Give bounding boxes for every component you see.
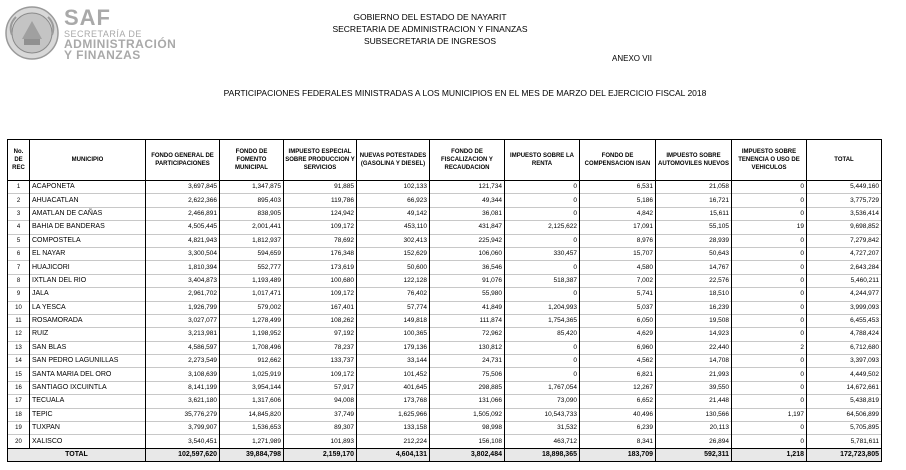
amount-cell: 21,058 [656, 181, 732, 194]
amount-cell: 0 [732, 247, 807, 260]
amount-cell: 78,237 [284, 341, 357, 354]
amount-cell: 91,076 [430, 274, 505, 287]
amount-cell: 75,506 [430, 368, 505, 381]
amount-cell: 49,344 [430, 194, 505, 207]
amount-cell: 298,885 [430, 381, 505, 394]
amount-cell: 0 [732, 314, 807, 327]
municipio-cell: AHUACATLAN [30, 194, 146, 207]
amount-cell: 179,136 [357, 341, 430, 354]
amount-cell: 2,273,549 [146, 355, 220, 368]
row-number: 4 [8, 221, 30, 234]
amount-cell: 18,510 [656, 288, 732, 301]
amount-cell: 20,113 [656, 422, 732, 435]
amount-cell: 78,692 [284, 234, 357, 247]
amount-cell: 0 [732, 274, 807, 287]
amount-cell: 401,645 [357, 381, 430, 394]
row-number: 17 [8, 395, 30, 408]
municipio-cell: SANTA MARIA DEL ORO [30, 368, 146, 381]
amount-cell: 37,749 [284, 408, 357, 421]
amount-cell: 66,923 [357, 194, 430, 207]
amount-cell: 3,300,504 [146, 247, 220, 260]
table-header [8, 140, 882, 181]
amount-cell: 3,799,907 [146, 422, 220, 435]
totals-row [8, 448, 882, 461]
amount-cell: 76,402 [357, 288, 430, 301]
amount-cell: 1,198,952 [220, 328, 284, 341]
amount-cell: 109,172 [284, 288, 357, 301]
amount-cell: 50,600 [357, 261, 430, 274]
participaciones-table [7, 139, 882, 462]
amount-cell: 98,998 [430, 422, 505, 435]
row-number: 16 [8, 381, 30, 394]
amount-cell: 0 [732, 194, 807, 207]
amount-cell: 3,213,981 [146, 328, 220, 341]
amount-cell: 55,980 [430, 288, 505, 301]
table-row [8, 234, 882, 247]
amount-cell: 73,090 [505, 395, 580, 408]
row-number: 15 [8, 368, 30, 381]
amount-cell: 6,712,680 [807, 341, 882, 354]
saf-logo [4, 5, 204, 61]
amount-cell: 167,401 [284, 301, 357, 314]
amount-cell: 4,821,943 [146, 234, 220, 247]
amount-cell: 173,768 [357, 395, 430, 408]
amount-cell: 3,536,414 [807, 207, 882, 220]
header-subsecretariat: SUBSECRETARIA DE INGRESOS [363, 36, 497, 46]
municipio-cell: ROSAMORADA [30, 314, 146, 327]
amount-cell: 106,060 [430, 247, 505, 260]
row-number: 7 [8, 261, 30, 274]
row-number: 11 [8, 314, 30, 327]
row-number: 1 [8, 181, 30, 194]
municipio-cell: JALA [30, 288, 146, 301]
amount-cell: 16,721 [656, 194, 732, 207]
amount-cell: 0 [505, 355, 580, 368]
amount-cell: 9,698,852 [807, 221, 882, 234]
amount-cell: 108,262 [284, 314, 357, 327]
amount-cell: 1,536,653 [220, 422, 284, 435]
total-amount: 183,709 [580, 448, 656, 461]
amount-cell: 1,197 [732, 408, 807, 421]
column-header: IMPUESTO SOBRE LA RENTA [505, 140, 580, 181]
amount-cell: 14,767 [656, 261, 732, 274]
municipio-cell: BAHIA DE BANDERAS [30, 221, 146, 234]
table-row [8, 368, 882, 381]
column-header: NUEVAS POTESTADES (GASOLINA Y DIESEL) [357, 140, 430, 181]
amount-cell: 6,239 [580, 422, 656, 435]
amount-cell: 0 [732, 301, 807, 314]
amount-cell: 1,767,054 [505, 381, 580, 394]
amount-cell: 2 [732, 341, 807, 354]
amount-cell: 912,662 [220, 355, 284, 368]
row-number: 5 [8, 234, 30, 247]
amount-cell: 3,999,093 [807, 301, 882, 314]
municipio-cell: HUAJICORI [30, 261, 146, 274]
amount-cell: 2,466,891 [146, 207, 220, 220]
amount-cell: 225,942 [430, 234, 505, 247]
amount-cell: 15,611 [656, 207, 732, 220]
amount-cell: 16,239 [656, 301, 732, 314]
amount-cell: 152,629 [357, 247, 430, 260]
amount-cell: 149,818 [357, 314, 430, 327]
amount-cell: 22,440 [656, 341, 732, 354]
amount-cell: 35,776,279 [146, 408, 220, 421]
table-row [8, 341, 882, 354]
amount-cell: 0 [732, 207, 807, 220]
amount-cell: 895,403 [220, 194, 284, 207]
amount-cell: 121,734 [430, 181, 505, 194]
amount-cell: 17,091 [580, 221, 656, 234]
column-header: FONDO DE FISCALIZACION Y RECAUDACION [430, 140, 505, 181]
amount-cell: 176,348 [284, 247, 357, 260]
municipio-cell: EL NAYAR [30, 247, 146, 260]
amount-cell: 109,172 [284, 221, 357, 234]
amount-cell: 5,705,895 [807, 422, 882, 435]
table-row [8, 422, 882, 435]
amount-cell: 21,993 [656, 368, 732, 381]
amount-cell: 1,505,092 [430, 408, 505, 421]
amount-cell: 302,413 [357, 234, 430, 247]
municipio-cell: SAN BLAS [30, 341, 146, 354]
municipio-cell: LA YESCA [30, 301, 146, 314]
amount-cell: 1,017,471 [220, 288, 284, 301]
amount-cell: 4,586,597 [146, 341, 220, 354]
amount-cell: 97,192 [284, 328, 357, 341]
amount-cell: 111,874 [430, 314, 505, 327]
amount-cell: 100,365 [357, 328, 430, 341]
amount-cell: 14,672,661 [807, 381, 882, 394]
amount-cell: 50,643 [656, 247, 732, 260]
amount-cell: 0 [505, 341, 580, 354]
column-header: FONDO DE FOMENTO MUNICIPAL [220, 140, 284, 181]
amount-cell: 3,621,180 [146, 395, 220, 408]
total-amount: 592,311 [656, 448, 732, 461]
amount-cell: 131,066 [430, 395, 505, 408]
amount-cell: 0 [732, 261, 807, 274]
municipio-cell: ACAPONETA [30, 181, 146, 194]
row-number: 6 [8, 247, 30, 260]
amount-cell: 579,002 [220, 301, 284, 314]
amount-cell: 41,849 [430, 301, 505, 314]
amount-cell: 3,404,873 [146, 274, 220, 287]
amount-cell: 6,960 [580, 341, 656, 354]
logo-name: SAF [64, 5, 111, 30]
amount-cell: 55,105 [656, 221, 732, 234]
amount-cell: 4,629 [580, 328, 656, 341]
header-government: GOBIERNO DEL ESTADO DE NAYARIT [353, 12, 507, 22]
column-header: No. DE REC [8, 140, 30, 181]
amount-cell: 101,452 [357, 368, 430, 381]
amount-cell: 1,204,993 [505, 301, 580, 314]
row-number: 18 [8, 408, 30, 421]
amount-cell: 1,317,606 [220, 395, 284, 408]
municipio-cell: TECUALA [30, 395, 146, 408]
amount-cell: 0 [732, 288, 807, 301]
amount-cell: 89,307 [284, 422, 357, 435]
amount-cell: 28,939 [656, 234, 732, 247]
row-number: 10 [8, 301, 30, 314]
row-number: 3 [8, 207, 30, 220]
table-row [8, 381, 882, 394]
amount-cell: 14,923 [656, 328, 732, 341]
amount-cell: 3,775,729 [807, 194, 882, 207]
amount-cell: 5,037 [580, 301, 656, 314]
municipio-cell: TEPIC [30, 408, 146, 421]
amount-cell: 22,576 [656, 274, 732, 287]
amount-cell: 130,566 [656, 408, 732, 421]
amount-cell: 2,001,441 [220, 221, 284, 234]
amount-cell: 109,172 [284, 368, 357, 381]
amount-cell: 133,158 [357, 422, 430, 435]
amount-cell: 24,731 [430, 355, 505, 368]
annex-label: ANEXO VII [612, 54, 653, 63]
table-body [8, 181, 882, 449]
row-number: 8 [8, 274, 30, 287]
table-row [8, 261, 882, 274]
row-number: 14 [8, 355, 30, 368]
row-number: 9 [8, 288, 30, 301]
amount-cell: 0 [505, 261, 580, 274]
amount-cell: 102,133 [357, 181, 430, 194]
municipio-cell: TUXPAN [30, 422, 146, 435]
amount-cell: 0 [732, 395, 807, 408]
municipio-cell: COMPOSTELA [30, 234, 146, 247]
amount-cell: 12,267 [580, 381, 656, 394]
amount-cell: 33,144 [357, 355, 430, 368]
amount-cell: 14,708 [656, 355, 732, 368]
table-row [8, 274, 882, 287]
municipio-cell: RUIZ [30, 328, 146, 341]
amount-cell: 0 [505, 368, 580, 381]
amount-cell: 1,271,989 [220, 435, 284, 448]
amount-cell: 0 [505, 207, 580, 220]
logo-line-3: ADMINISTRACIÓN [64, 37, 177, 51]
column-header: IMPUESTO SOBRE AUTOMOVILES NUEVOS [656, 140, 732, 181]
amount-cell: 5,186 [580, 194, 656, 207]
amount-cell: 21,448 [656, 395, 732, 408]
amount-cell: 4,788,424 [807, 328, 882, 341]
amount-cell: 3,540,451 [146, 435, 220, 448]
amount-cell: 330,457 [505, 247, 580, 260]
table-row [8, 301, 882, 314]
column-header: TOTAL [807, 140, 882, 181]
amount-cell: 19 [732, 221, 807, 234]
amount-cell: 518,387 [505, 274, 580, 287]
municipio-cell: XALISCO [30, 435, 146, 448]
state-seal-icon [4, 5, 60, 61]
municipio-cell: SAN PEDRO LAGUNILLAS [30, 355, 146, 368]
amount-cell: 0 [732, 234, 807, 247]
row-number: 20 [8, 435, 30, 448]
table-row [8, 181, 882, 194]
amount-cell: 40,496 [580, 408, 656, 421]
amount-cell: 6,455,453 [807, 314, 882, 327]
amount-cell: 173,619 [284, 261, 357, 274]
amount-cell: 0 [732, 355, 807, 368]
amount-cell: 838,905 [220, 207, 284, 220]
table-row [8, 355, 882, 368]
amount-cell: 6,050 [580, 314, 656, 327]
amount-cell: 31,532 [505, 422, 580, 435]
amount-cell: 5,781,611 [807, 435, 882, 448]
amount-cell: 4,505,445 [146, 221, 220, 234]
amount-cell: 0 [732, 435, 807, 448]
row-number: 2 [8, 194, 30, 207]
total-label: TOTAL [8, 448, 146, 461]
amount-cell: 453,110 [357, 221, 430, 234]
amount-cell: 36,546 [430, 261, 505, 274]
amount-cell: 10,543,733 [505, 408, 580, 421]
table-row [8, 247, 882, 260]
column-header: MUNICIPIO [30, 140, 146, 181]
amount-cell: 100,680 [284, 274, 357, 287]
amount-cell: 0 [505, 181, 580, 194]
amount-cell: 0 [505, 234, 580, 247]
amount-cell: 1,812,937 [220, 234, 284, 247]
amount-cell: 4,727,207 [807, 247, 882, 260]
amount-cell: 130,812 [430, 341, 505, 354]
column-header: FONDO GENERAL DE PARTICIPACIONES [146, 140, 220, 181]
amount-cell: 85,420 [505, 328, 580, 341]
amount-cell: 5,741 [580, 288, 656, 301]
amount-cell: 36,081 [430, 207, 505, 220]
amount-cell: 6,531 [580, 181, 656, 194]
amount-cell: 4,842 [580, 207, 656, 220]
total-amount: 2,159,170 [284, 448, 357, 461]
amount-cell: 1,347,875 [220, 181, 284, 194]
amount-cell: 6,821 [580, 368, 656, 381]
amount-cell: 2,961,702 [146, 288, 220, 301]
amount-cell: 1,625,966 [357, 408, 430, 421]
amount-cell: 101,893 [284, 435, 357, 448]
municipio-cell: AMATLAN DE CAÑAS [30, 207, 146, 220]
amount-cell: 57,774 [357, 301, 430, 314]
table-row [8, 221, 882, 234]
amount-cell: 3,108,639 [146, 368, 220, 381]
amount-cell: 0 [505, 288, 580, 301]
table-row [8, 408, 882, 421]
amount-cell: 1,810,394 [146, 261, 220, 274]
total-amount: 3,802,484 [430, 448, 505, 461]
amount-cell: 49,142 [357, 207, 430, 220]
amount-cell: 19,508 [656, 314, 732, 327]
amount-cell: 0 [732, 381, 807, 394]
amount-cell: 91,885 [284, 181, 357, 194]
amount-cell: 1,193,489 [220, 274, 284, 287]
table-row [8, 314, 882, 327]
amount-cell: 0 [732, 368, 807, 381]
amount-cell: 3,397,093 [807, 355, 882, 368]
logo-line-2: SECRETARÍA DE [64, 29, 142, 39]
amount-cell: 3,954,144 [220, 381, 284, 394]
amount-cell: 39,550 [656, 381, 732, 394]
amount-cell: 1,754,365 [505, 314, 580, 327]
amount-cell: 1,278,499 [220, 314, 284, 327]
amount-cell: 552,777 [220, 261, 284, 274]
amount-cell: 4,562 [580, 355, 656, 368]
amount-cell: 64,506,899 [807, 408, 882, 421]
row-number: 19 [8, 422, 30, 435]
table-row [8, 288, 882, 301]
amount-cell: 7,002 [580, 274, 656, 287]
amount-cell: 8,341 [580, 435, 656, 448]
total-amount: 172,723,805 [807, 448, 882, 461]
total-amount: 4,604,131 [357, 448, 430, 461]
row-number: 12 [8, 328, 30, 341]
amount-cell: 133,737 [284, 355, 357, 368]
table-footer [8, 448, 882, 461]
amount-cell: 7,279,842 [807, 234, 882, 247]
amount-cell: 3,697,845 [146, 181, 220, 194]
amount-cell: 14,845,820 [220, 408, 284, 421]
amount-cell: 5,449,160 [807, 181, 882, 194]
amount-cell: 2,125,622 [505, 221, 580, 234]
amount-cell: 15,707 [580, 247, 656, 260]
total-amount: 102,597,620 [146, 448, 220, 461]
amount-cell: 26,894 [656, 435, 732, 448]
table-row [8, 328, 882, 341]
amount-cell: 119,786 [284, 194, 357, 207]
amount-cell: 4,244,977 [807, 288, 882, 301]
table-row [8, 395, 882, 408]
amount-cell: 463,712 [505, 435, 580, 448]
table-row [8, 194, 882, 207]
amount-cell: 1,708,496 [220, 341, 284, 354]
amount-cell: 1,926,799 [146, 301, 220, 314]
amount-cell: 5,460,211 [807, 274, 882, 287]
total-amount: 39,884,798 [220, 448, 284, 461]
total-amount: 18,898,365 [505, 448, 580, 461]
amount-cell: 4,449,502 [807, 368, 882, 381]
amount-cell: 431,847 [430, 221, 505, 234]
amount-cell: 0 [505, 194, 580, 207]
amount-cell: 5,438,819 [807, 395, 882, 408]
amount-cell: 3,027,077 [146, 314, 220, 327]
amount-cell: 4,580 [580, 261, 656, 274]
header-secretariat: SECRETARIA DE ADMINISTRACION Y FINANZAS [332, 24, 528, 34]
total-amount: 1,218 [732, 448, 807, 461]
amount-cell: 124,942 [284, 207, 357, 220]
amount-cell: 156,108 [430, 435, 505, 448]
amount-cell: 1,025,919 [220, 368, 284, 381]
municipio-cell: IXTLAN DEL RIO [30, 274, 146, 287]
amount-cell: 57,917 [284, 381, 357, 394]
document-title: PARTICIPACIONES FEDERALES MINISTRADAS A LOS MUNICIPIOS EN EL MES DE MARZO DEL EJERCICIO FISCAL 2018 [223, 88, 707, 98]
logo-line-4: Y FINANZAS [64, 48, 141, 62]
amount-cell: 94,008 [284, 395, 357, 408]
amount-cell: 2,622,366 [146, 194, 220, 207]
table-row [8, 207, 882, 220]
amount-cell: 0 [732, 181, 807, 194]
amount-cell: 594,659 [220, 247, 284, 260]
amount-cell: 212,224 [357, 435, 430, 448]
municipio-cell: SANTIAGO IXCUINTLA [30, 381, 146, 394]
column-header: FONDO DE COMPENSACION ISAN [580, 140, 656, 181]
column-header: IMPUESTO ESPECIAL SOBRE PRODUCCION Y SERVICIOS [284, 140, 357, 181]
column-header: IMPUESTO SOBRE TENENCIA O USO DE VEHICULOS [732, 140, 807, 181]
amount-cell: 2,643,284 [807, 261, 882, 274]
amount-cell: 72,962 [430, 328, 505, 341]
row-number: 13 [8, 341, 30, 354]
table-row [8, 435, 882, 448]
amount-cell: 0 [732, 328, 807, 341]
amount-cell: 122,128 [357, 274, 430, 287]
amount-cell: 8,141,199 [146, 381, 220, 394]
amount-cell: 6,652 [580, 395, 656, 408]
amount-cell: 8,976 [580, 234, 656, 247]
amount-cell: 0 [732, 422, 807, 435]
